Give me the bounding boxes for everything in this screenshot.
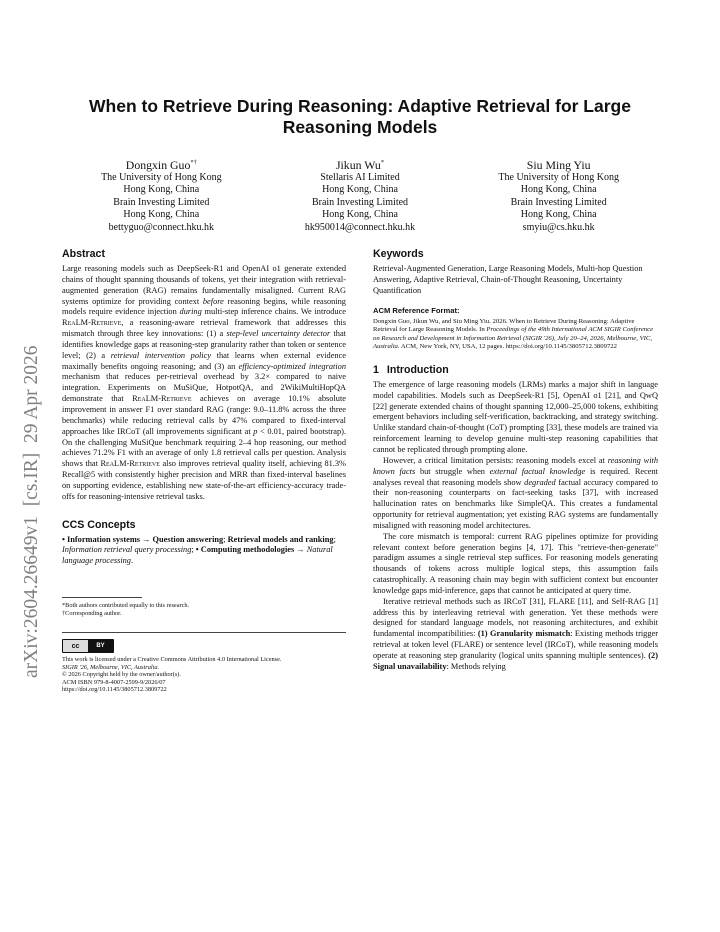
paragraph: Iterative retrieval methods such as IRCoT [31], FLARE [11], and Self-RAG [1] address this by interleaving retrieval with generation. Yet these methods were designed for standard language models, not reasoning architectures, and exhibit fundamental incompatibilities: (1) Granularity mismatch: Existing methods trigger retrieval at token level (FLARE) or sentence level (IRCoT), while reasoning models operate at reasoning step granularity (logical units spanning multiple sentences). (2) Signal unavailability: Methods relying xyxy=(373,596,658,671)
license-block xyxy=(62,632,346,694)
author-1 xyxy=(62,156,261,234)
affiliation-line: Hong Kong, China xyxy=(322,184,398,196)
introduction-section xyxy=(373,364,658,673)
method-name: ReaLM-Retrieve xyxy=(100,459,160,469)
introduction-text xyxy=(373,380,658,673)
affiliation-line: The University of Hong Kong xyxy=(498,172,619,183)
footnotes xyxy=(62,597,190,618)
author-name: Siu Ming Yiu xyxy=(526,158,591,172)
affiliation-line: Brain Investing Limited xyxy=(113,196,210,208)
arxiv-stamp xyxy=(20,258,42,678)
author-block xyxy=(62,156,658,234)
author-email: bettyguo@connect.hku.hk xyxy=(108,221,214,233)
keywords-heading: Keywords xyxy=(373,248,424,260)
affiliation-line: The University of Hong Kong xyxy=(101,172,222,183)
doi-link[interactable]: https://doi.org/10.1145/3805712.3809722 xyxy=(62,686,167,694)
affiliation-line: Brain Investing Limited xyxy=(510,196,607,208)
keywords-text: Retrieval-Augmented Generation, Large Reasoning Models, Multi-hop Question Answering, Adaptive Retrieval, Chain-of-Thought Reasoning, Uncertainty Quantification xyxy=(373,264,643,295)
arxiv-identifier: arXiv:2604.26649v1 [cs.IR] 29 Apr 2026 xyxy=(21,345,42,678)
footnote: †Corresponding author. xyxy=(62,610,122,618)
cc-icon: cc xyxy=(63,640,88,652)
author-name: Dongxin Guo xyxy=(125,158,191,172)
paper-title: When to Retrieve During Reasoning: Adaptive Retrieval for Large Reasoning Models xyxy=(89,96,631,137)
author-email: smyiu@cs.hku.hk xyxy=(522,221,595,233)
license-line: ACM ISBN 979-8-4007-2599-9/2026/07 xyxy=(62,678,166,686)
affiliation-line: Brain Investing Limited xyxy=(311,196,409,208)
paragraph: The core mismatch is temporal: current RAG pipelines optimize for providing relevant context before generation begins [4, 17]. This "retrieve-then-generate" paradigm assumes a single retrieval step suffices. For reasoning models generating thousands of tokens across multiple logical steps, this assumption fails catastrophically. A reasoning chain may begin with sufficient context but encounter knowledge gaps mid-inference, gaps that cannot be anticipated at query time. xyxy=(373,531,658,595)
affiliation-line: Hong Kong, China xyxy=(322,209,398,221)
paragraph: However, a critical limitation persists: reasoning models excel at reasoning with known facts but struggle when external factual knowledge is required. Recent analyses reveal that reasoning models show degraded factual accuracy compared to their non-reasoning counterparts on fact-seeking tasks [37], with increased hallucination rates on benchmarks like SimpleQA. This creates a fundamental opportunity for retrieval augmentation; yet existing RAG systems are fundamentally misaligned with reasoning model architectures. xyxy=(373,455,658,530)
left-column xyxy=(62,248,346,694)
affiliation-line: Hong Kong, China xyxy=(123,184,200,196)
license-line: © 2026 Copyright held by the owner/author(s). xyxy=(62,671,181,679)
license-line: This work is licensed under a Creative Commons Attribution 4.0 International License. xyxy=(62,656,282,664)
author-marks: *† xyxy=(190,159,197,166)
introduction-heading: 1 Introduction xyxy=(373,363,449,376)
affiliation-line: Hong Kong, China xyxy=(520,184,597,196)
acm-reference xyxy=(373,306,658,352)
footnote: *Both authors contributed equally to this research. xyxy=(62,602,190,610)
abstract-text: Large reasoning models such as DeepSeek-R1 and OpenAI o1 generate extended chains of thought spanning thousands of tokens, yet their integration with retrieval-augmented generation (RAG) remains fundamentally misaligned. Current RAG systems optimize for providing context before reasoning begins, while reasoning models require evidence injection during multi-step inference chains. We introduce ReaLM-Retrieve, a reasoning-aware retrieval framework that addresses this mismatch through three key innovations: (1) a step-level uncertainty detector that identifies knowledge gaps at reasoning-step granularity rather than token or sentence level; (2) a retrieval intervention policy that learns when external evidence maximally benefits ongoing reasoning; and (3) an efficiency-optimized integration mechanism that reduces per-retrieval overhead by 3.2× compared to naive integration. Experiments on MuSiQue, HotpotQA, and 2WikiMultiHopQA demonstrate that ReaLM-Retrieve achieves on average 10.1% absolute improvement in answer F1 over standard RAG (range: 9.0–11.8% across the three benchmarks) while reducing retrieval calls by 47% compared to fixed-interval approaches like IRCoT (all improvements significant at p < 0.01, paired bootstrap). On the challenging MuSiQue benchmark requiring 2–4 hop reasoning, our method achieves 71.2% F1 with an average of only 1.8 retrieval calls per question. Analysis shows that ReaLM-Retrieve also improves retrieval quality itself, achieving 81.3% Recall@5 with consistently higher precision and MRR than fixed-interval baselines on supporting evidence, establishing new state-of-the-art efficiency-accuracy trade-offs for reasoning-intensive retrieval tasks. xyxy=(62,264,347,501)
affiliation-line: Stellaris AI Limited xyxy=(320,172,400,183)
affiliation-line: Hong Kong, China xyxy=(123,209,200,221)
acm-reference-heading: ACM Reference Format: xyxy=(373,305,460,315)
method-name: ReaLM-Retrieve xyxy=(132,394,192,404)
cc-by-badge xyxy=(62,639,114,653)
ccs-heading: CCS Concepts xyxy=(62,518,136,531)
paragraph: The emergence of large reasoning models (LRMs) marks a major shift in language model capabilities. Models such as DeepSeek-R1 [5], OpenAI o1 [21], and QwQ [22] generate extended chains of thought spanning 12,000–25,000 tokens, exhibiting emergent behaviors including self-verification, backtracking, and strategy switching. Unlike standard chain-of-thought (CoT) prompting [33], these models are trained via reinforcement learning to develop genuine multi-step reasoning capabilities that cannot be replicated through prompting alone. xyxy=(373,379,658,454)
author-3 xyxy=(459,156,658,234)
by-icon: BY xyxy=(88,640,113,652)
author-name: Jikun Wu xyxy=(335,158,381,172)
author-2 xyxy=(261,156,460,234)
method-name: ReaLM-Retrieve xyxy=(62,318,122,328)
acm-reference-text: Dongxin Guo, Jikun Wu, and Siu Ming Yiu. 2026. When to Retrieve During Reasoning: Adaptive Retrieval for Large Reasoning Models. In Proceedings of the 49th International ACM SIGIR Conference on Research and Development in Information Retrieval (SIGIR '26), July 20–24, 2026, Melbourne, VIC, Australia. ACM, New York, NY, USA, 12 pages. https://doi.org/10.1145/3805712.3809722 xyxy=(373,317,654,351)
ccs-concepts xyxy=(62,519,346,568)
author-email: hk950014@connect.hku.hk xyxy=(304,221,416,233)
abstract-heading: Abstract xyxy=(62,248,105,260)
right-column xyxy=(373,248,658,673)
affiliation-line: Hong Kong, China xyxy=(520,209,597,221)
license-line: SIGIR '26, Melbourne, VIC, Australia. xyxy=(62,663,160,671)
author-marks: * xyxy=(380,159,385,166)
ccs-text: • Information systems → Question answering; Retrieval models and ranking; Information retrieval query processing; • Computing methodologies → Natural language processing. xyxy=(62,534,336,566)
